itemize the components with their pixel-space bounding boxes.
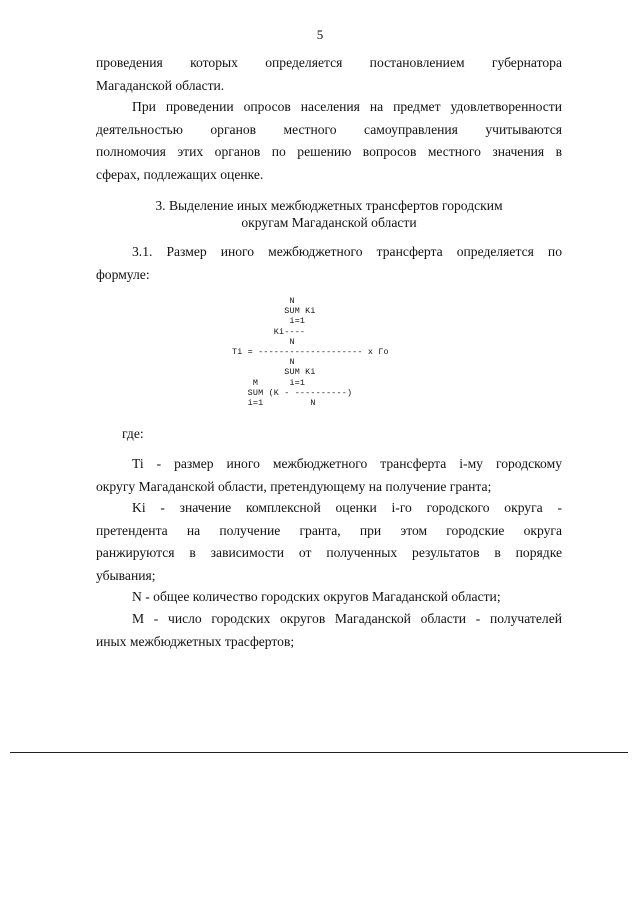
definition-m — [96, 608, 562, 653]
formula-line: SUM Ki — [232, 306, 316, 317]
text-line: При проведении опросов населения на предмет удовлетворенности — [132, 99, 562, 114]
text-line: ранжируются в зависимости от полученных результатов в порядке — [96, 545, 562, 560]
text-line: полномочия этих органов по решению вопросов местного значения в — [96, 144, 562, 159]
formula-line: N — [232, 296, 295, 306]
formula-line: SUM Ki — [232, 367, 316, 378]
text-line: округу Магаданской области, претендующему на получение гранта; — [96, 478, 492, 494]
section-heading — [96, 197, 562, 231]
formula-line: M i=1 — [232, 377, 306, 388]
formula-line: i=1 — [232, 316, 306, 327]
formula-line: SUM (K - ----------) — [232, 387, 353, 398]
formula-intro — [96, 241, 562, 286]
formula-block — [232, 296, 389, 408]
formula-line: N — [232, 336, 295, 347]
formula-line: Ti = -------------------- x Го — [232, 347, 389, 358]
where-label: где: — [122, 426, 144, 441]
page-number: 5 — [316, 27, 324, 42]
text-line: Магаданской области. — [96, 77, 225, 93]
text-line: N - общее количество городских округов Магаданской области; — [132, 589, 501, 604]
text-line: проведения которых определяется постановлением губернатора — [96, 55, 562, 70]
formula-line: i=1 N — [232, 398, 316, 409]
text-line: убывания; — [96, 567, 156, 583]
horizontal-rule — [10, 752, 628, 753]
formula-line: Ki---- — [232, 326, 306, 337]
text-line: M - число городских округов Магаданской области - получателей — [132, 611, 562, 626]
text-line: претендента на получение гранта, при этом городские округа — [96, 522, 562, 538]
paragraph-continuation — [96, 52, 562, 97]
text-line: Ki - значение комплексной оценки i-го городского округа - — [132, 500, 562, 515]
definition-ki — [96, 497, 562, 587]
formula-line: N — [232, 357, 295, 368]
text-line: иных межбюджетных трасфертов; — [96, 633, 295, 649]
paragraph-surveys — [96, 96, 562, 186]
text-line: 3.1. Размер иного межбюджетного трансферта определяется по — [132, 244, 562, 259]
definition-ti — [96, 453, 562, 498]
section-heading-line: округам Магаданской области — [241, 215, 417, 230]
text-line: формуле: — [96, 266, 150, 282]
text-line: Ti - размер иного межбюджетного трансферта i-му городскому — [132, 456, 562, 471]
text-line: сферах, подлежащих оценке. — [96, 166, 264, 182]
section-heading-line: 3. Выделение иных межбюджетных трансфертов городским — [155, 198, 503, 213]
definition-n — [96, 586, 562, 609]
text-line: деятельностью органов местного самоуправления учитываются — [96, 121, 562, 137]
